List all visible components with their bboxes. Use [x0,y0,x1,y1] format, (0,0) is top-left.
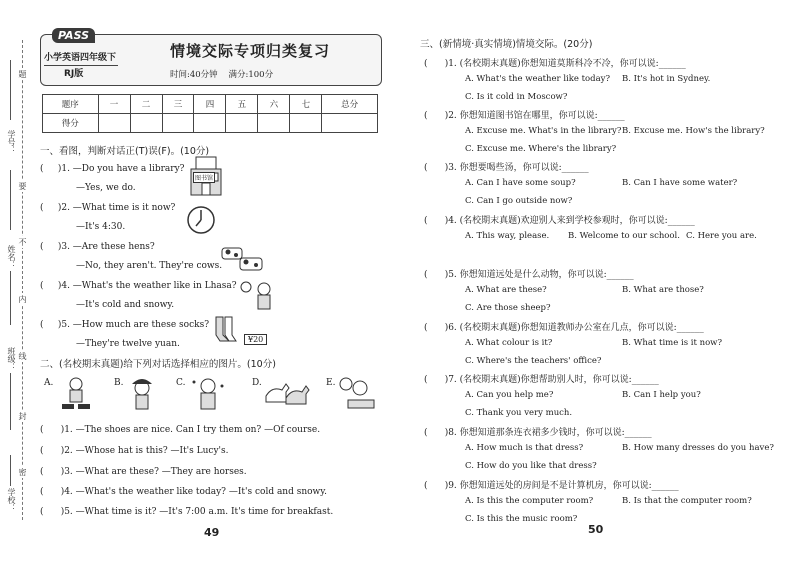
score-table [42,94,378,133]
margin-char: 题 [18,70,27,78]
cut-line [22,40,23,520]
section2-q5: ( )5. —What time is it? —It's 7:00 a.m. It's time for breakfast. [40,507,334,517]
margin-char: 线 [18,352,27,360]
pass-badge: PASS [52,28,95,43]
section1-a2: —It's 4:30. [76,222,126,232]
score-table-header-row: 题序 一 二 三 四 五 六 七 总分 [43,95,378,114]
section3-question: ( )3. 你想要喝些汤，你可以说:______ [424,163,589,173]
section3-option[interactable]: B. What are those? [622,285,704,295]
time-limit: 时间:40分钟 [170,70,218,80]
section3-option[interactable]: B. Excuse me. How's the library? [622,126,765,136]
shoes-illustration [56,376,96,412]
section2-q1: ( )1. —The shoes are nice. Can I try them on? —Of course. [40,425,321,435]
horses-illustration [262,378,310,412]
section3-option[interactable]: A. What's the weather like today? [465,74,611,84]
section3-question: ( )2. 你想知道图书馆在哪里，你可以说:______ [424,111,625,121]
section1-q2: ( )2. —What time is it now? [40,203,176,213]
page-number-left: 49 [204,526,220,539]
class-label: 班级： [7,347,16,371]
section3-option[interactable]: A. Can I have some soup? [465,178,576,188]
section3-option[interactable]: C. Where's the teachers' office? [465,356,602,366]
full-score: 满分:100分 [228,70,274,80]
section3-option[interactable]: B. Can I help you? [622,390,701,400]
section3-option[interactable]: B. Is that the computer room? [622,496,752,506]
section3-option[interactable]: C. Are those sheep? [465,303,551,313]
clock-icon [186,205,216,235]
section3-option[interactable]: C. Is it cold in Moscow? [465,92,568,102]
hat-illustration [124,376,160,412]
grade-label: 小学英语四年级下 [44,50,118,66]
margin-char: 封 [18,412,27,420]
score-cell[interactable] [258,114,290,133]
section1-a1: —Yes, we do. [76,183,136,193]
section1-a4: —It's cold and snowy. [76,300,175,310]
section3-option[interactable]: A. Excuse me. What's in the library? [465,126,622,136]
section3-question: ( )8. 你想知道那条连衣裙多少钱时，你可以说:______ [424,428,652,438]
student-id-label: 学号： [7,130,16,154]
score-cell[interactable] [98,114,130,133]
section1-q4: ( )4. —What's the weather like in Lhasa? [40,281,237,291]
pic-label-a: A. [44,378,54,388]
school-label: 学校： [7,488,16,512]
score-cell[interactable] [130,114,162,133]
section3-question: ( )6. (名校期末真题)你想知道教师办公室在几点，你可以说:______ [424,323,704,333]
score-cell[interactable] [162,114,194,133]
page-title: 情境交际专项归类复习 [169,42,330,60]
section1-q1: ( )1. —Do you have a library? [40,164,185,174]
section1-a5: —They're twelve yuan. [76,339,180,349]
section3-option[interactable]: A. Is this the computer room? [465,496,594,506]
margin-char: 内 [18,295,27,303]
name-label: 姓名： [7,245,16,269]
section1-q3: ( )3. —Are these hens? [40,242,155,252]
library-sign: 图书馆 [193,172,215,183]
pic-label-e: E. [326,378,336,388]
score-cell[interactable] [226,114,258,133]
section1-heading: 一、看图，判断对话正(T)误(F)。(10分) [40,146,210,157]
section2-heading: 二、(名校期末真题)给下列对话选择相应的图片。(10分) [40,359,276,370]
section2-q3: ( )3. —What are these? —They are horses. [40,467,247,477]
section1-a3: —No, they aren't. They're cows. [76,261,223,271]
price-tag: ¥20 [244,334,267,345]
section3-option[interactable]: B. It's hot in Sydney. [622,74,711,84]
section3-option[interactable]: B. How many dresses do you have? [622,443,774,453]
section3-option[interactable]: B. What time is it now? [622,338,723,348]
section3-heading: 三、(新情境·真实情境)情境交际。(20分) [420,39,593,50]
section3-option[interactable]: A. What are these? [465,285,547,295]
section3-option[interactable]: A. Can you help me? [465,390,554,400]
binding-margin [0,0,40,566]
section3-option[interactable]: B. Can I have some water? [622,178,738,188]
edition-label: RJ版 [64,69,84,79]
section3-question: ( )7. (名校期末真题)你想帮助别人时，你可以说:______ [424,375,659,385]
section3-question: ( )5. 你想知道远处是什么动物，你可以说:______ [424,270,634,280]
score-cell[interactable] [194,114,226,133]
section3-option[interactable]: A. How much is that dress? [465,443,584,453]
section2-q2: ( )2. —Whose hat is this? —It's Lucy's. [40,446,229,456]
cows-illustration [218,240,266,274]
snow-child-illustration [188,376,228,412]
margin-char: 要 [18,182,27,190]
section3-option[interactable]: C. Here you are. [686,231,757,241]
section3-question: ( )4. (名校期末真题)欢迎别人来到学校参观时，你可以说:______ [424,216,695,226]
breakfast-illustration [336,376,376,412]
section3-question: ( )1. (名校期末真题)你想知道莫斯科冷不冷，你可以说:______ [424,59,686,69]
section3-question: ( )9. 你想知道远处的房间是不是计算机房，你可以说:______ [424,481,679,491]
section3-option[interactable]: C. How do you like that dress? [465,461,597,471]
page-number-right: 50 [588,523,604,536]
exam-meta [170,68,273,80]
section1-q5: ( )5. —How much are these socks? [40,320,210,330]
section3-option[interactable]: C. Excuse me. Where's the library? [465,144,617,154]
score-cell[interactable] [290,114,322,133]
pic-label-b: B. [114,378,124,388]
snowy-weather-illustration [236,277,276,311]
socks-illustration [212,315,238,347]
section3-option[interactable]: C. Is this the music room? [465,514,578,524]
margin-char: 密 [18,468,27,476]
section3-option[interactable]: B. Welcome to our school. [568,231,680,241]
pic-label-c: C. [176,378,186,388]
pic-label-d: D. [252,378,262,388]
margin-char: 不 [18,238,27,246]
section3-option[interactable]: A. What colour is it? [465,338,553,348]
section2-q4: ( )4. —What's the weather like today? —It's cold and snowy. [40,487,328,497]
section3-option[interactable]: C. Can I go outside now? [465,196,573,206]
score-table-score-row: 得分 [43,114,378,133]
section3-option[interactable]: C. Thank you very much. [465,408,573,418]
score-cell[interactable] [322,114,378,133]
section3-option[interactable]: A. This way, please. [465,231,550,241]
